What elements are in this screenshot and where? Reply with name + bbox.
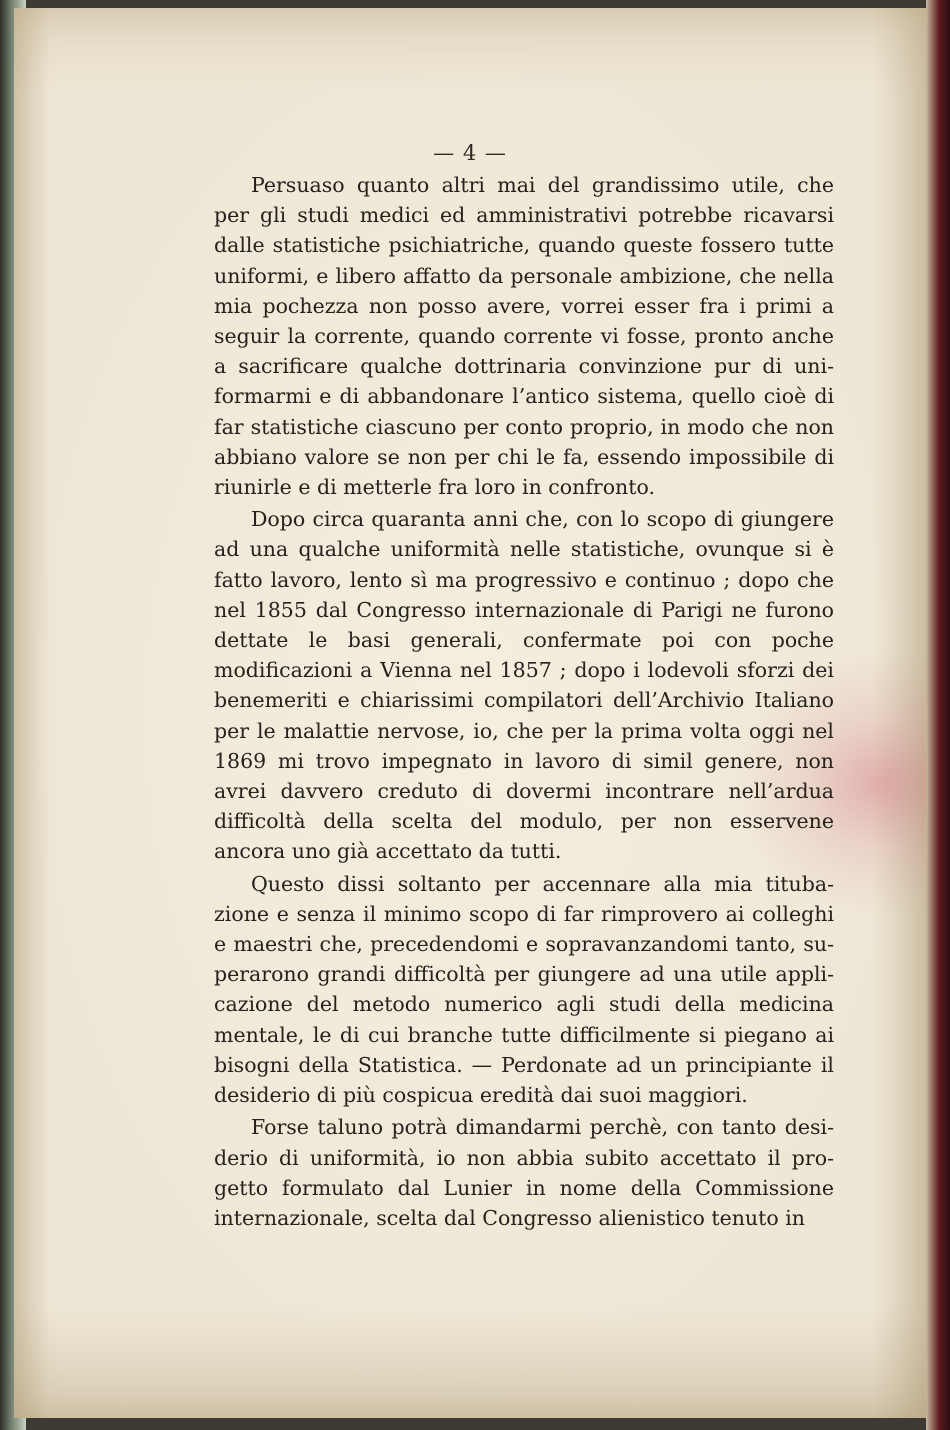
- page-number: — 4 —: [433, 141, 507, 165]
- paragraph-4: Forse taluno potrà dimandarmi perchè, con tanto desiderio di uniformità, io non abbia subito accettato il progetto formulato dal Lunier in nome della Commissione internazionale, scelta dal Congresso alienistico tenuto in: [214, 1115, 834, 1230]
- paragraph-2: Dopo circa quaranta anni che, con lo scopo di giungere ad una qualche uniformità nelle statistiche, ovunque si è fatto lavoro, lento sì ma progressivo e continuo ; dopo che nel 1855 dal Congresso internazionale di Parigi ne furono dettate le basi generali, confermate poi con poche modificazioni a Vienna nel 1857 ; dopo i lodevoli sforzi dei benemeriti e chiarissimi compilatori dell’Archivio Italiano per le malattie nervose, io, che per la prima volta oggi nel 1869 mi trovo impegnato in lavoro di simil genere, non avrei davvero creduto di dovermi incontrare nell’ardua difficoltà della scelta del modulo, per non esservene ancora uno già accettato da tutti.: [214, 507, 834, 864]
- document-page: [14, 8, 926, 1418]
- paragraph-3: Questo dissi soltanto per accennare alla mia titubazione e senza il minimo scopo di far rimprovero ai colleghi e maestri che, precedendomi e sopravanzandomi tanto, superarono grandi difficoltà per giungere ad una utile applicazione del metodo numerico agli studi della medicina mentale, le di cui branche tutte difficilmente si piegano ai bisogni della Statistica. — Perdonate ad un principiante il desiderio di più cospicua eredità dai suoi maggiori.: [214, 871, 834, 1108]
- body-text: [214, 170, 834, 1235]
- backdrop-right: [926, 0, 950, 1430]
- paragraph-1: Persuaso quanto altri mai del grandissimo utile, che per gli studi medici ed amministrativi potrebbe ricavarsi dalle statistiche psichiatriche, quando queste fossero tutte uniformi, e libero affatto da personale ambizione, che nella mia pochezza non posso avere, vorrei esser fra i primi a seguir la corrente, quando corrente vi fosse, pronto anche a sacrificare qualche dottrinaria convinzione pur di uniformarmi e di abbandonare l’antico sistema, quello cioè di far statistiche ciascuno per conto proprio, in modo che non abbiano valore se non per chi le fa, essendo impossibile di riunirle e di metterle fra loro in confronto.: [214, 173, 834, 500]
